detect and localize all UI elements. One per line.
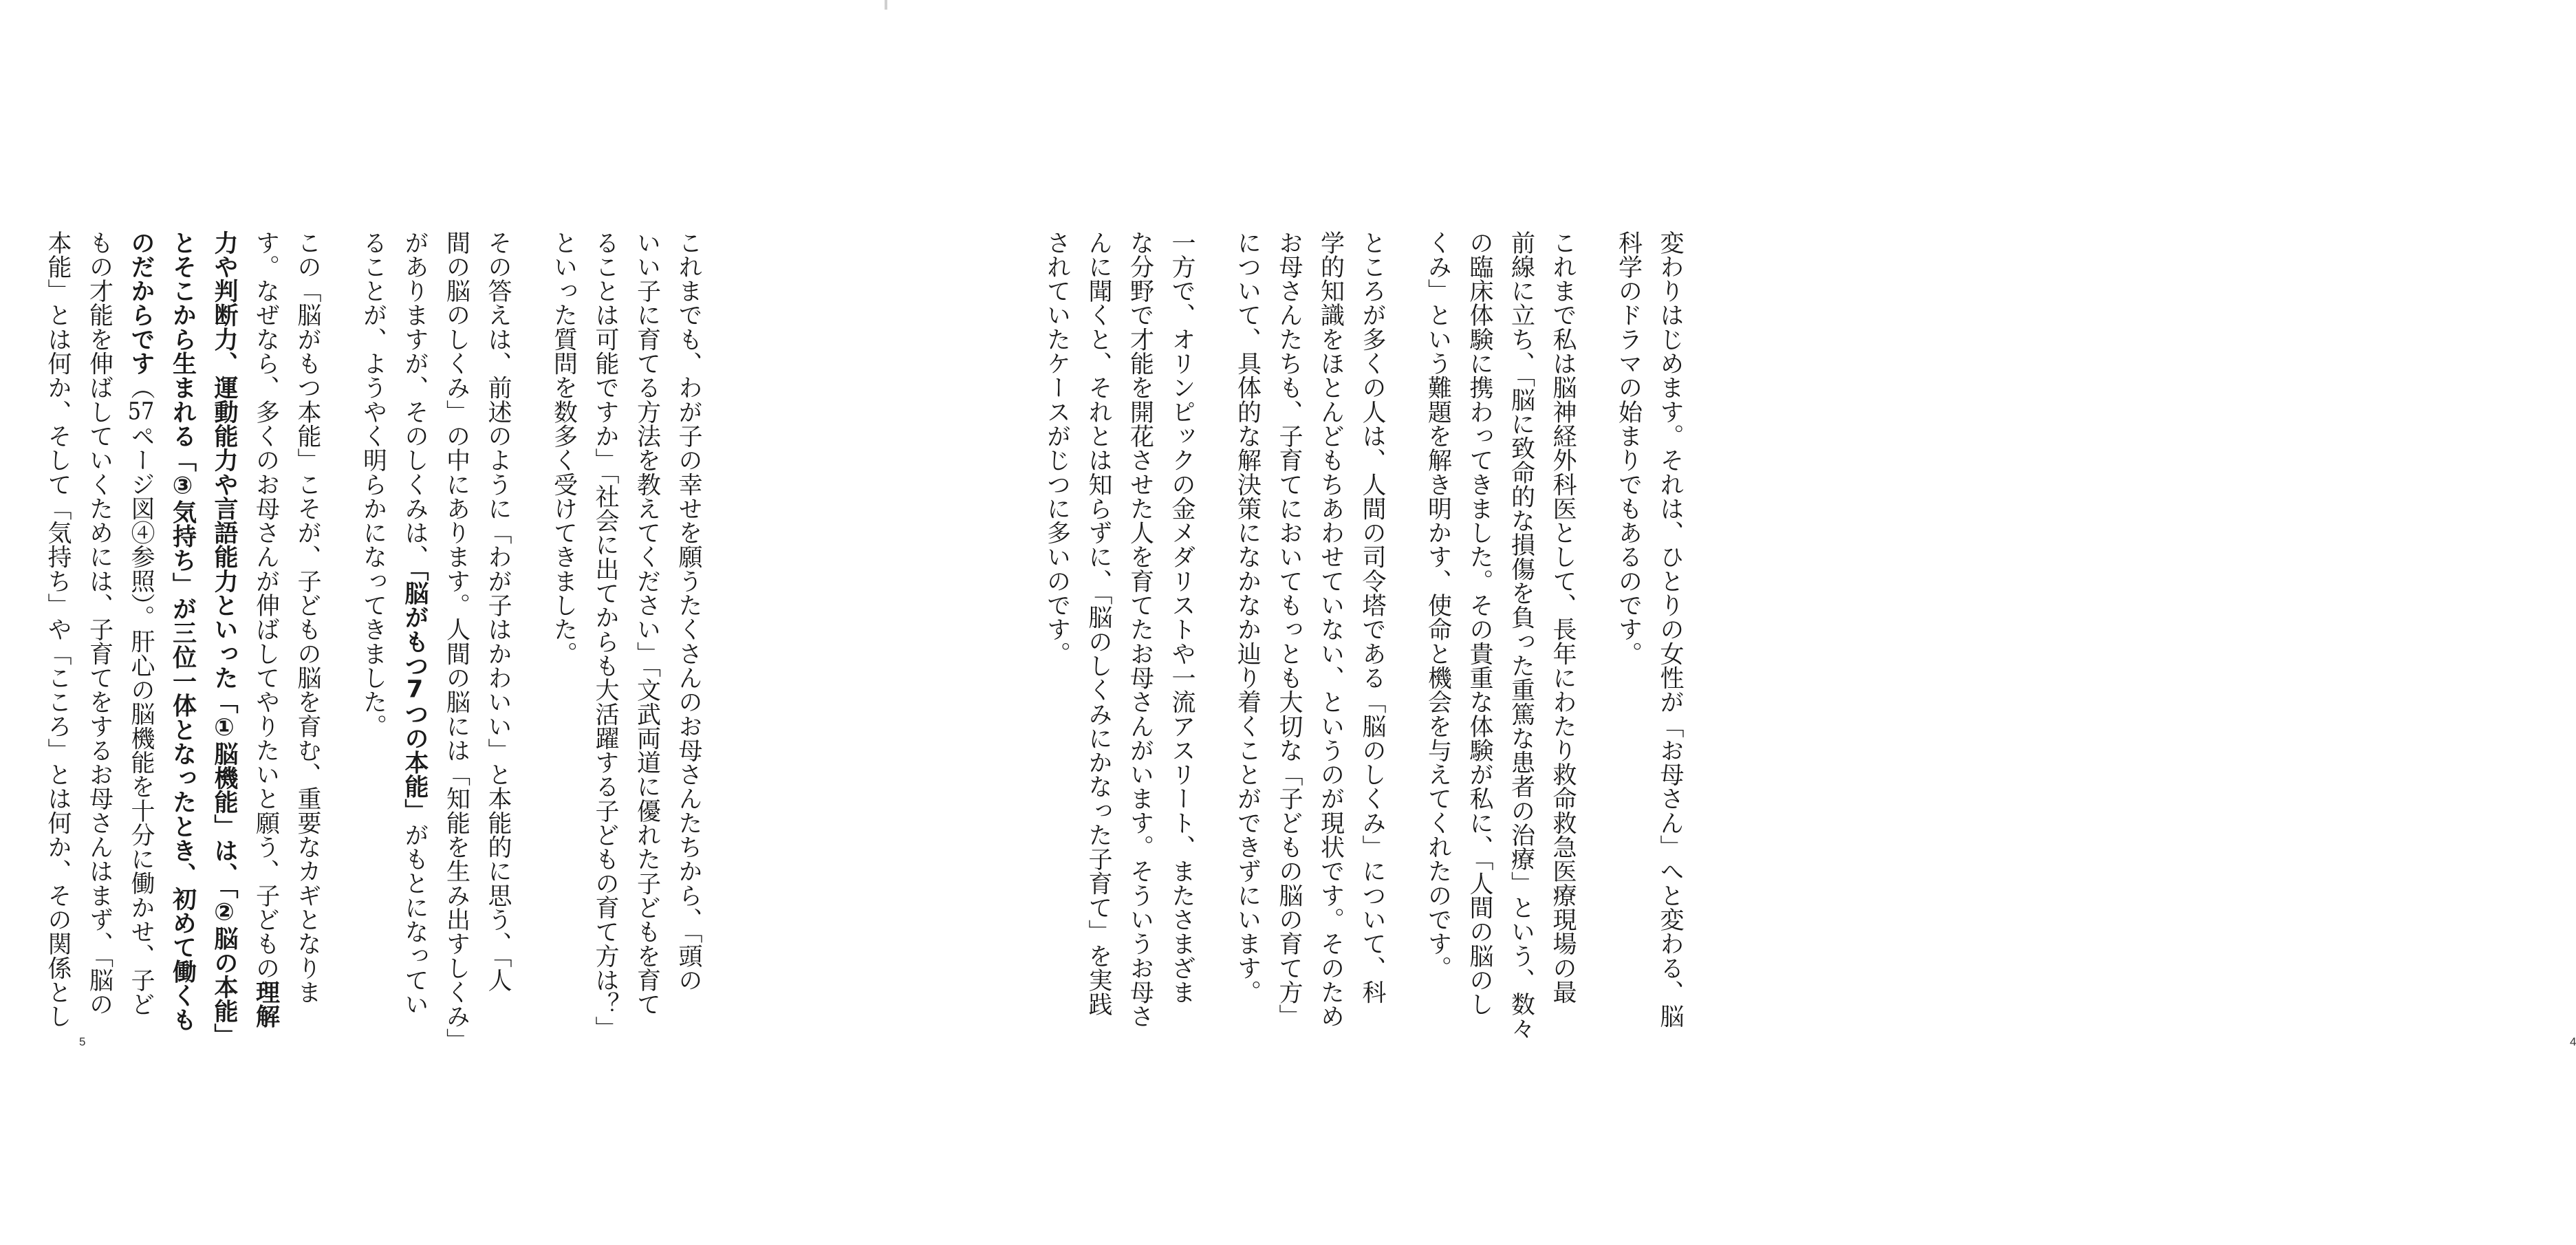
text-line: んに聞くと、それとは知らずに、「脳のしくみにかなった子育て」を実践	[1085, 230, 1112, 1017]
right-page	[880, 0, 2576, 1245]
text-run: す。なぜなら、多くのお母さんが伸ばしてやりたいと願う、子どもの	[252, 230, 280, 980]
text-line	[120, 230, 162, 1017]
text-line: 学的知識をほとんどもちあわせていない、というのが現状です。そのため	[1317, 230, 1345, 1028]
text-line: 間の脳のしくみ」の中にあります。人間の脳には「知能を生み出すしくみ」	[442, 230, 470, 1053]
text-line: 変わりはじめます。それは、ひとりの女性が「お母さん」へと変わる、脳	[1656, 230, 1684, 1028]
text-line	[245, 230, 287, 1028]
text-line: いい子に育てる方法を教えてください」「文武両道に優れた子どもを育て	[633, 230, 661, 1017]
text-line: これまで私は脳神経外科医として、長年にわたり救命救急医療現場の最	[1549, 230, 1577, 1004]
text-line: この「脳がもつ本能」こそが、子どもの脳を育む、重要なカギとなりま	[294, 230, 321, 1004]
bold-run: つの本能」	[401, 702, 429, 823]
text-line: 科学のドラマの始まりでもあるのです。	[1614, 230, 1643, 666]
text-line: お母さんたちも、子育てにおいてもっとも大切な「子どもの脳の育て方」	[1275, 230, 1303, 1028]
text-line: といった質問を数多く受けてきました。	[550, 230, 578, 666]
text-line: これまでも、わが子の幸せを願うたくさんのお母さんたちから、「頭の	[675, 230, 702, 993]
bold-run: 理解	[252, 979, 280, 1028]
left-page	[0, 0, 880, 1245]
text-line: ることは可能ですか」「社会に出てからも大活躍する子どもの育て方は？」	[592, 230, 619, 1041]
bold-run: 「脳がもつ	[401, 569, 429, 678]
text-line: 力や判断力、運動能力や言語能力といった「①脳機能」は、「②脳の本能」	[210, 230, 238, 1048]
page-number: 5	[79, 1035, 86, 1048]
text-line: もの才能を伸ばしていくためには、子育てをするお母さんはまず、「脳の	[85, 230, 113, 1017]
text-line: な分野で才能を開花させた人を育てたお母さんがいます。そういうお母さ	[1126, 230, 1154, 1028]
text-run: ページ図④参照）。肝心の脳機能を十分に働かせ、子ど	[127, 424, 155, 1017]
text-line: されていたケースがじつに多いのです。	[1043, 230, 1071, 666]
text-line: くみ」という難題を解き明かす、使命と機会を与えてくれたのです。	[1424, 230, 1452, 980]
text-line: 本能」とは何か、そして「気持ち」や「こころ」とは何か、その関係とし	[44, 230, 72, 1028]
text-line: について、具体的な解決策になかなか辿り着くことができずにいます。	[1233, 230, 1262, 1004]
text-run: （	[127, 375, 155, 400]
left-page-text	[37, 230, 734, 1053]
right-page-text	[1036, 230, 1691, 1041]
text-run: がありますが、そのしくみは、	[401, 230, 429, 570]
text-line: ところが多くの人は、人間の司令塔である「脳のしくみ」について、科	[1359, 230, 1386, 1004]
text-line	[394, 230, 436, 1017]
text-line: 前線に立ち、「脳に致命的な損傷を負った重篤な患者の治療」という、数々	[1507, 230, 1535, 1041]
bold-run: 7	[406, 678, 424, 702]
page-number: 4	[2570, 1035, 2576, 1048]
text-run: 57	[127, 400, 155, 424]
bold-run: のだからです	[127, 230, 155, 376]
text-line: 一方で、オリンピックの金メダリストや一流アスリート、またさまざま	[1168, 230, 1195, 1004]
text-run: がもとになってい	[401, 823, 429, 1017]
text-line: とそこから生まれる「③気持ち」が三位一体となったとき、初めて働くも	[169, 230, 197, 1032]
text-line: その答えは、前述のように「わが子はかわいい」と本能的に思う、「人	[484, 230, 512, 993]
text-line: の臨床体験に携わってきました。その貴重な体験が私に、「人間の脳のし	[1466, 230, 1493, 1017]
text-line: ることが、ようやく明らかになってきました。	[359, 230, 387, 739]
